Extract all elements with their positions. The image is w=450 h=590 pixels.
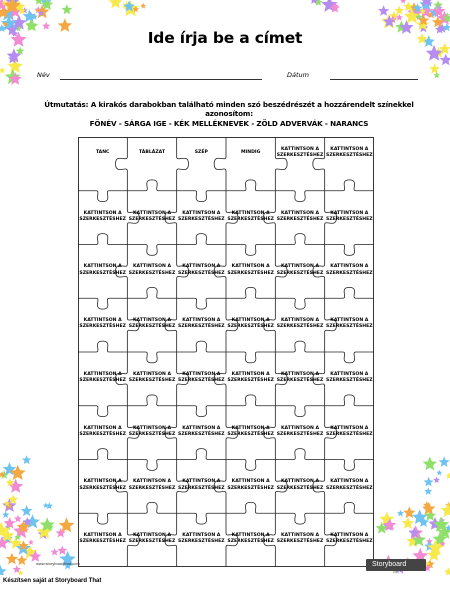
placeholder-line-2: SZERKESZTÉSHEZ [79,539,126,545]
puzzle-edge [214,137,226,191]
puzzle-placeholder[interactable] [277,264,324,276]
star-icon [397,510,404,517]
star-icon [6,553,18,565]
instructions[interactable] [24,100,434,128]
puzzle-placeholder[interactable] [129,372,176,384]
placeholder-line-1: KATTINTSON A [330,371,369,377]
placeholder-line-1: KATTINTSON A [83,317,122,323]
puzzle-placeholder[interactable] [227,264,274,276]
placeholder-line-1: KATTINTSON A [330,146,369,152]
puzzle-placeholder[interactable] [326,264,373,276]
puzzle-placeholder[interactable] [79,425,126,437]
puzzle-word[interactable] [277,147,324,159]
placeholder-line-2: SZERKESZTÉSHEZ [326,324,373,330]
placeholder-line-1: KATTINTSON A [231,210,270,216]
puzzle-placeholder[interactable] [277,372,324,384]
puzzle-placeholder[interactable] [129,264,176,276]
placeholder-line-2: SZERKESZTÉSHEZ [79,270,126,276]
instructions-line-1: Útmutatás: A kirakós darabokban található minden szó beszédrészét a hozzárendelt színekkel azonosítom: [44,100,414,119]
placeholder-line-2: SZERKESZTÉSHEZ [128,324,176,330]
placeholder-line-2: SZERKESZTÉSHEZ [326,377,373,383]
puzzle-placeholder[interactable] [129,425,176,437]
puzzle-word[interactable]: TÁBLÁZAT [139,150,165,156]
puzzle-edge [275,191,324,202]
puzzle-edge [325,245,374,256]
puzzle-edge [275,137,287,191]
puzzle-edge [177,513,226,524]
puzzle-placeholder[interactable] [178,318,225,330]
star-icon [2,511,9,518]
placeholder-line-2: SZERKESZTÉSHEZ [326,431,373,437]
puzzle-edge [226,460,275,471]
placeholder-line-1: KATTINTSON A [231,532,270,538]
puzzle-edge [275,298,324,309]
placeholder-line-2: SZERKESZTÉSHEZ [178,324,225,330]
placeholder-line-1: KATTINTSON A [182,425,221,431]
star-icon [436,470,442,476]
puzzle-placeholder[interactable] [277,210,324,222]
star-icon [444,567,450,575]
placeholder-line-1: KATTINTSON A [83,371,122,377]
name-label: Név [37,71,50,79]
star-icon [395,6,404,15]
puzzle-edge [275,513,324,524]
placeholder-line-2: SZERKESZTÉSHEZ [227,431,274,437]
puzzle-edge [275,341,324,352]
puzzle-word[interactable]: TANC [95,150,110,156]
star-icon [441,503,450,517]
placeholder-line-1: KATTINTSON A [132,264,172,270]
placeholder-line-2: SZERKESZTÉSHEZ [79,377,126,383]
puzzle-placeholder[interactable] [79,479,126,491]
puzzle-placeholder[interactable] [326,479,373,491]
placeholder-line-1: KATTINTSON A [231,479,270,485]
puzzle-placeholder[interactable] [326,318,373,330]
puzzle-edge [127,245,176,256]
star-icon [16,555,27,565]
placeholder-line-1: KATTINTSON A [280,532,320,538]
star-icon [378,5,389,16]
puzzle-edge [78,406,127,417]
puzzle-edge [226,395,275,406]
jigsaw-puzzle[interactable] [78,137,374,567]
placeholder-line-1: KATTINTSON A [182,210,221,216]
placeholder-line-2: SZERKESZTÉSHEZ [128,270,176,276]
placeholder-line-2: SZERKESZTÉSHEZ [79,216,126,222]
puzzle-edge [78,191,127,202]
puzzle-placeholder[interactable] [79,264,126,276]
placeholder-line-1: KATTINTSON A [182,371,221,377]
placeholder-line-2: SZERKESZTÉSHEZ [128,539,176,545]
puzzle-edge [78,449,127,460]
star-icon [58,546,68,555]
puzzle-edge [325,395,374,406]
puzzle-placeholder[interactable] [326,372,373,384]
puzzle-placeholder[interactable] [178,533,225,545]
puzzle-placeholder[interactable] [79,533,126,545]
placeholder-line-1: KATTINTSON A [330,425,369,431]
placeholder-line-1: KATTINTSON A [182,479,221,485]
puzzle-placeholder[interactable] [79,372,126,384]
puzzle-placeholder[interactable] [129,210,176,222]
instructions-line-2: FŐNÉV - SÁRGA IGE - KÉK MELLÉKNEVEK - ZÖLD ADVERVÁK - NARANCS [89,118,369,128]
puzzle-placeholder[interactable] [129,479,176,491]
placeholder-line-1: KATTINTSON A [231,264,270,270]
puzzle-placeholder[interactable] [277,425,324,437]
placeholder-line-1: KATTINTSON A [231,425,270,431]
puzzle-placeholder[interactable] [227,479,274,491]
puzzle-placeholder[interactable] [129,318,176,330]
placeholder-line-2: SZERKESZTÉSHEZ [178,539,225,545]
placeholder-line-1: KATTINTSON A [182,264,221,270]
placeholder-line-2: SZERKESZTÉSHEZ [79,485,126,491]
puzzle-placeholder[interactable] [178,264,225,276]
puzzle-edge [78,341,127,352]
puzzle-edge [78,234,127,245]
puzzle-placeholder[interactable] [129,533,176,545]
star-icon [400,0,406,4]
puzzle-edge [177,341,226,352]
puzzle-edge [226,287,275,298]
star-icon [422,502,436,515]
footer-text[interactable]: Készítsen saját at Storyboard That [3,578,102,584]
placeholder-line-2: SZERKESZTÉSHEZ [326,539,373,545]
puzzle-edge [177,191,226,202]
placeholder-line-2: SZERKESZTÉSHEZ [227,377,274,383]
puzzle-edge [116,137,128,191]
placeholder-line-2: SZERKESZTÉSHEZ [79,324,126,330]
puzzle-placeholder[interactable] [178,479,225,491]
placeholder-line-1: KATTINTSON A [182,532,221,538]
puzzle-edge [177,298,226,309]
page-title[interactable]: Ide írja be a címet [147,29,303,47]
placeholder-line-2: SZERKESZTÉSHEZ [128,485,176,491]
placeholder-line-1: KATTINTSON A [231,371,270,377]
star-icon [433,477,440,484]
puzzle-word[interactable] [326,147,373,159]
star-icon [62,4,73,14]
date-label: Dátum [287,71,309,79]
puzzle-edge [78,513,127,524]
placeholder-line-2: SZERKESZTÉSHEZ [276,377,324,383]
star-icon [424,487,432,495]
placeholder-line-2: SZERKESZTÉSHEZ [227,539,274,545]
placeholder-line-1: KATTINTSON A [83,210,122,216]
placeholder-line-1: KATTINTSON A [182,317,221,323]
puzzle-edge [177,137,189,191]
storyboard-logo: Storyboard [366,559,426,571]
puzzle-placeholder[interactable] [178,372,225,384]
star-icon [0,67,5,73]
puzzle-edge [226,502,275,513]
puzzle-placeholder[interactable] [227,533,274,545]
placeholder-line-2: SZERKESZTÉSHEZ [79,431,126,437]
star-icon [429,64,440,74]
star-icon [28,539,34,545]
puzzle-word[interactable]: MINDIG [240,150,261,156]
puzzle-edge [127,460,176,471]
placeholder-line-1: KATTINTSON A [330,264,369,270]
placeholder-line-2: SZERKESZTÉSHEZ [326,216,373,222]
placeholder-line-1: KATTINTSON A [231,317,270,323]
placeholder-line-1: KATTINTSON A [280,479,320,485]
placeholder-line-1: KATTINTSON A [330,479,369,485]
star-icon [433,72,440,78]
date-field[interactable] [330,79,418,80]
puzzle-grid [78,137,374,567]
placeholder-line-2: SZERKESZTÉSHEZ [178,377,225,383]
star-icon [7,58,22,73]
placeholder-line-2: SZERKESZTÉSHEZ [276,539,324,545]
storyboardthat-url: www.storyboardthat.com [36,561,80,566]
placeholder-line-2: SZERKESZTÉSHEZ [326,485,373,491]
star-icon [402,517,415,529]
placeholder-line-2: SZERKESZTÉSHEZ [276,153,324,159]
placeholder-line-2: SZERKESZTÉSHEZ [178,431,225,437]
star-icon [51,548,59,556]
puzzle-edge [325,460,374,471]
puzzle-edge [325,502,374,513]
puzzle-placeholder[interactable] [79,318,126,330]
star-icon [22,455,31,464]
placeholder-line-1: KATTINTSON A [280,210,320,216]
placeholder-line-2: SZERKESZTÉSHEZ [227,216,274,222]
puzzle-placeholder[interactable] [178,425,225,437]
placeholder-line-1: KATTINTSON A [83,425,122,431]
puzzle-placeholder[interactable] [326,425,373,437]
puzzle-edge [177,449,226,460]
puzzle-placeholder[interactable] [277,318,324,330]
placeholder-line-1: KATTINTSON A [330,532,369,538]
placeholder-line-2: SZERKESZTÉSHEZ [178,485,225,491]
star-icon [46,502,53,509]
placeholder-line-2: SZERKESZTÉSHEZ [128,431,176,437]
placeholder-line-2: SZERKESZTÉSHEZ [128,377,176,383]
star-icon [423,457,438,471]
puzzle-edge [127,502,176,513]
star-icon [446,472,450,479]
puzzle-edge [325,180,374,191]
placeholder-line-2: SZERKESZTÉSHEZ [276,431,324,437]
placeholder-line-2: SZERKESZTÉSHEZ [326,153,373,159]
placeholder-line-1: KATTINTSON A [83,532,122,538]
star-icon [424,477,434,487]
puzzle-placeholder[interactable] [227,372,274,384]
puzzle-placeholder[interactable] [227,425,274,437]
puzzle-edge [313,137,325,191]
placeholder-line-1: KATTINTSON A [280,371,320,377]
puzzle-placeholder[interactable] [277,479,324,491]
puzzle-placeholder[interactable] [79,210,126,222]
puzzle-edge [275,406,324,417]
placeholder-line-2: SZERKESZTÉSHEZ [276,324,324,330]
placeholder-line-2: SZERKESZTÉSHEZ [178,216,225,222]
placeholder-line-1: KATTINTSON A [132,425,172,431]
puzzle-edge [275,234,324,245]
placeholder-line-1: KATTINTSON A [280,317,320,323]
star-icon [439,456,450,467]
placeholder-line-1: KATTINTSON A [83,479,122,485]
placeholder-line-1: KATTINTSON A [330,210,369,216]
placeholder-line-2: SZERKESZTÉSHEZ [276,485,324,491]
puzzle-edge [226,180,275,191]
placeholder-line-1: KATTINTSON A [83,264,122,270]
placeholder-line-2: SZERKESZTÉSHEZ [227,270,274,276]
star-icon [14,515,22,523]
puzzle-edge [177,234,226,245]
placeholder-line-1: KATTINTSON A [132,532,172,538]
name-field[interactable] [60,79,262,80]
placeholder-line-1: KATTINTSON A [280,146,320,152]
star-icon [21,505,33,516]
placeholder-line-1: KATTINTSON A [132,210,172,216]
placeholder-line-2: SZERKESZTÉSHEZ [128,216,176,222]
puzzle-edge [325,352,374,363]
star-icon [0,565,7,575]
placeholder-line-1: KATTINTSON A [132,479,172,485]
placeholder-line-1: KATTINTSON A [280,264,320,270]
placeholder-line-2: SZERKESZTÉSHEZ [227,324,274,330]
puzzle-edge [226,352,275,363]
star-icon [109,0,123,8]
puzzle-placeholder[interactable] [178,210,225,222]
puzzle-placeholder[interactable] [227,318,274,330]
star-icon [140,3,146,9]
placeholder-line-2: SZERKESZTÉSHEZ [326,270,373,276]
puzzle-edge [127,395,176,406]
puzzle-word[interactable]: SZÉP [194,150,208,156]
placeholder-line-2: SZERKESZTÉSHEZ [178,270,225,276]
puzzle-placeholder[interactable] [326,210,373,222]
puzzle-edge [325,287,374,298]
puzzle-edge [226,245,275,256]
puzzle-placeholder[interactable] [227,210,274,222]
puzzle-edge [78,298,127,309]
placeholder-line-1: KATTINTSON A [330,317,369,323]
placeholder-line-1: KATTINTSON A [132,317,172,323]
puzzle-placeholder[interactable] [326,533,373,545]
puzzle-edge [275,449,324,460]
placeholder-line-2: SZERKESZTÉSHEZ [227,485,274,491]
puzzle-edge [177,406,226,417]
placeholder-line-2: SZERKESZTÉSHEZ [276,216,324,222]
placeholder-line-2: SZERKESZTÉSHEZ [276,270,324,276]
puzzle-edge [127,287,176,298]
puzzle-edge [127,352,176,363]
puzzle-edge [127,180,176,191]
puzzle-placeholder[interactable] [277,533,324,545]
placeholder-line-1: KATTINTSON A [280,425,320,431]
placeholder-line-1: KATTINTSON A [132,371,172,377]
